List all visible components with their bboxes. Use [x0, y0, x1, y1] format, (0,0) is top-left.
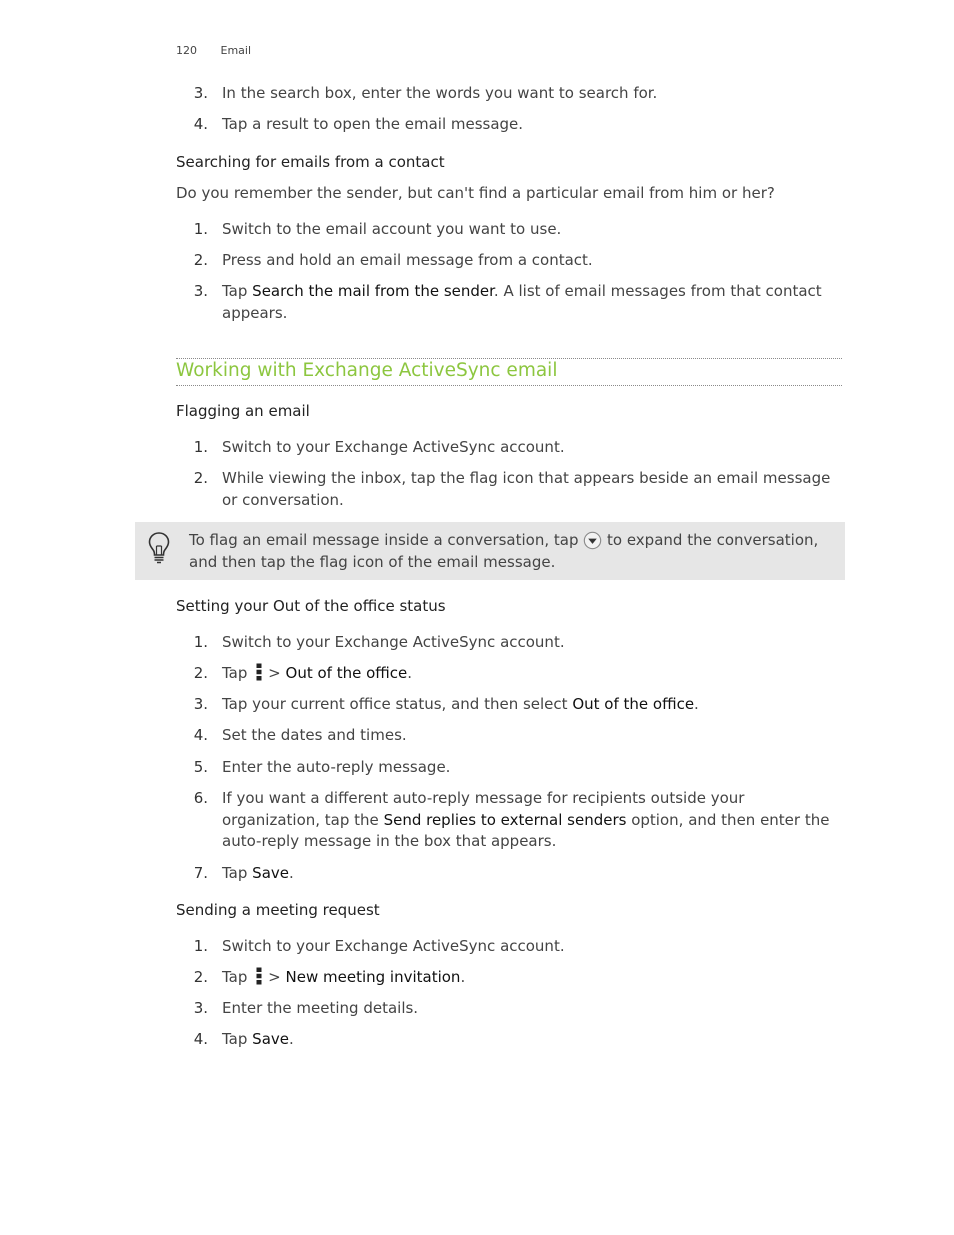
ui-label: Send replies to external senders: [383, 810, 627, 829]
text-run: .: [289, 864, 294, 882]
list-text: [222, 967, 842, 989]
text-run: .: [289, 1030, 294, 1048]
list-number: 4.: [193, 1030, 208, 1048]
list-text: [222, 788, 842, 853]
section-rule-bottom: [176, 385, 842, 386]
ui-label: Out of the office: [285, 664, 408, 682]
list-number: 3.: [193, 84, 208, 102]
list-number: 2.: [193, 251, 208, 269]
text-run: >: [268, 664, 286, 682]
ui-label: Save: [252, 1030, 289, 1048]
text-run: Tap your current office status, and then select: [222, 695, 573, 713]
menu-icon: [255, 967, 263, 985]
text-run: >: [268, 968, 286, 986]
subheading-flagging: Flagging an email: [176, 402, 310, 420]
list-text: [222, 663, 842, 685]
list-number: 4.: [193, 115, 208, 133]
text-run: .: [460, 968, 466, 986]
text-run: Tap: [222, 864, 253, 882]
list-number: 2.: [193, 664, 208, 682]
text-run: option, and then enter the auto-reply message in the box that appears.: [222, 810, 830, 850]
list-number: 4.: [193, 726, 208, 744]
list-text: [222, 281, 842, 324]
list-text: Tap a result to open the email message.: [222, 115, 524, 133]
menu-icon: [255, 663, 263, 681]
paragraph-contact-intro: Do you remember the sender, but can't find a particular email from him or her?: [176, 184, 775, 202]
text-run: .: [694, 695, 699, 713]
list-number: 2.: [193, 968, 208, 986]
subheading-contact-search: Searching for emails from a contact: [176, 153, 445, 171]
subheading-meeting: Sending a meeting request: [176, 901, 380, 919]
list-text: While viewing the inbox, tap the flag icon that appears beside an email message or conversation.: [222, 469, 831, 509]
list-number: 5.: [193, 758, 208, 776]
ui-label: Out of the office: [572, 695, 695, 713]
text-run: Tap: [222, 968, 253, 986]
page-number: 120: [176, 44, 197, 57]
list-number: 7.: [193, 864, 208, 882]
expand-arrow-icon: [583, 531, 602, 550]
list-text: Enter the auto-reply message.: [222, 758, 451, 776]
list-number: 1.: [193, 220, 208, 238]
ui-label: New meeting invitation: [285, 968, 461, 986]
ui-label: Search the mail from the sender: [252, 282, 494, 300]
list-text: Enter the meeting details.: [222, 999, 419, 1017]
list-number: 3.: [193, 695, 208, 713]
list-text: Switch to your Exchange ActiveSync account.: [222, 937, 565, 955]
text-run: to expand the conversation, and then tap the flag icon of the email message.: [189, 531, 819, 571]
list-number: 3.: [193, 282, 208, 300]
list-text: [222, 694, 842, 716]
subheading-out-of-office: Setting your Out of the office status: [176, 597, 446, 615]
text-run: . A list of email messages from that contact appears.: [222, 282, 822, 322]
list-text: Set the dates and times.: [222, 726, 407, 744]
section-title: Working with Exchange ActiveSync email: [176, 360, 558, 381]
page-header: [176, 44, 271, 57]
list-number: 1.: [193, 937, 208, 955]
list-number: 6.: [193, 789, 208, 807]
list-text: [222, 863, 842, 885]
text-run: If you want a different auto-reply message for recipients outside your organization, tap the: [222, 789, 745, 829]
section-rule-top: [176, 358, 842, 359]
list-text: [222, 1029, 842, 1051]
text-run: Tap: [222, 664, 253, 682]
list-number: 1.: [193, 633, 208, 651]
list-text: Switch to the email account you want to use.: [222, 220, 562, 238]
list-number: 2.: [193, 469, 208, 487]
list-number: 3.: [193, 999, 208, 1017]
ui-label: Save: [252, 864, 289, 882]
text-run: Tap: [222, 282, 253, 300]
tip-text: [189, 529, 839, 573]
list-text: In the search box, enter the words you want to search for.: [222, 84, 658, 102]
chapter-name: Email: [220, 44, 252, 57]
lightbulb-icon: [147, 531, 171, 565]
list-text: Switch to your Exchange ActiveSync account.: [222, 633, 565, 651]
list-text: Press and hold an email message from a contact.: [222, 251, 593, 269]
text-run: .: [407, 664, 413, 682]
text-run: Tap: [222, 1030, 253, 1048]
list-number: 1.: [193, 438, 208, 456]
list-text: Switch to your Exchange ActiveSync account.: [222, 438, 565, 456]
text-run: To flag an email message inside a conversation, tap: [189, 531, 584, 549]
